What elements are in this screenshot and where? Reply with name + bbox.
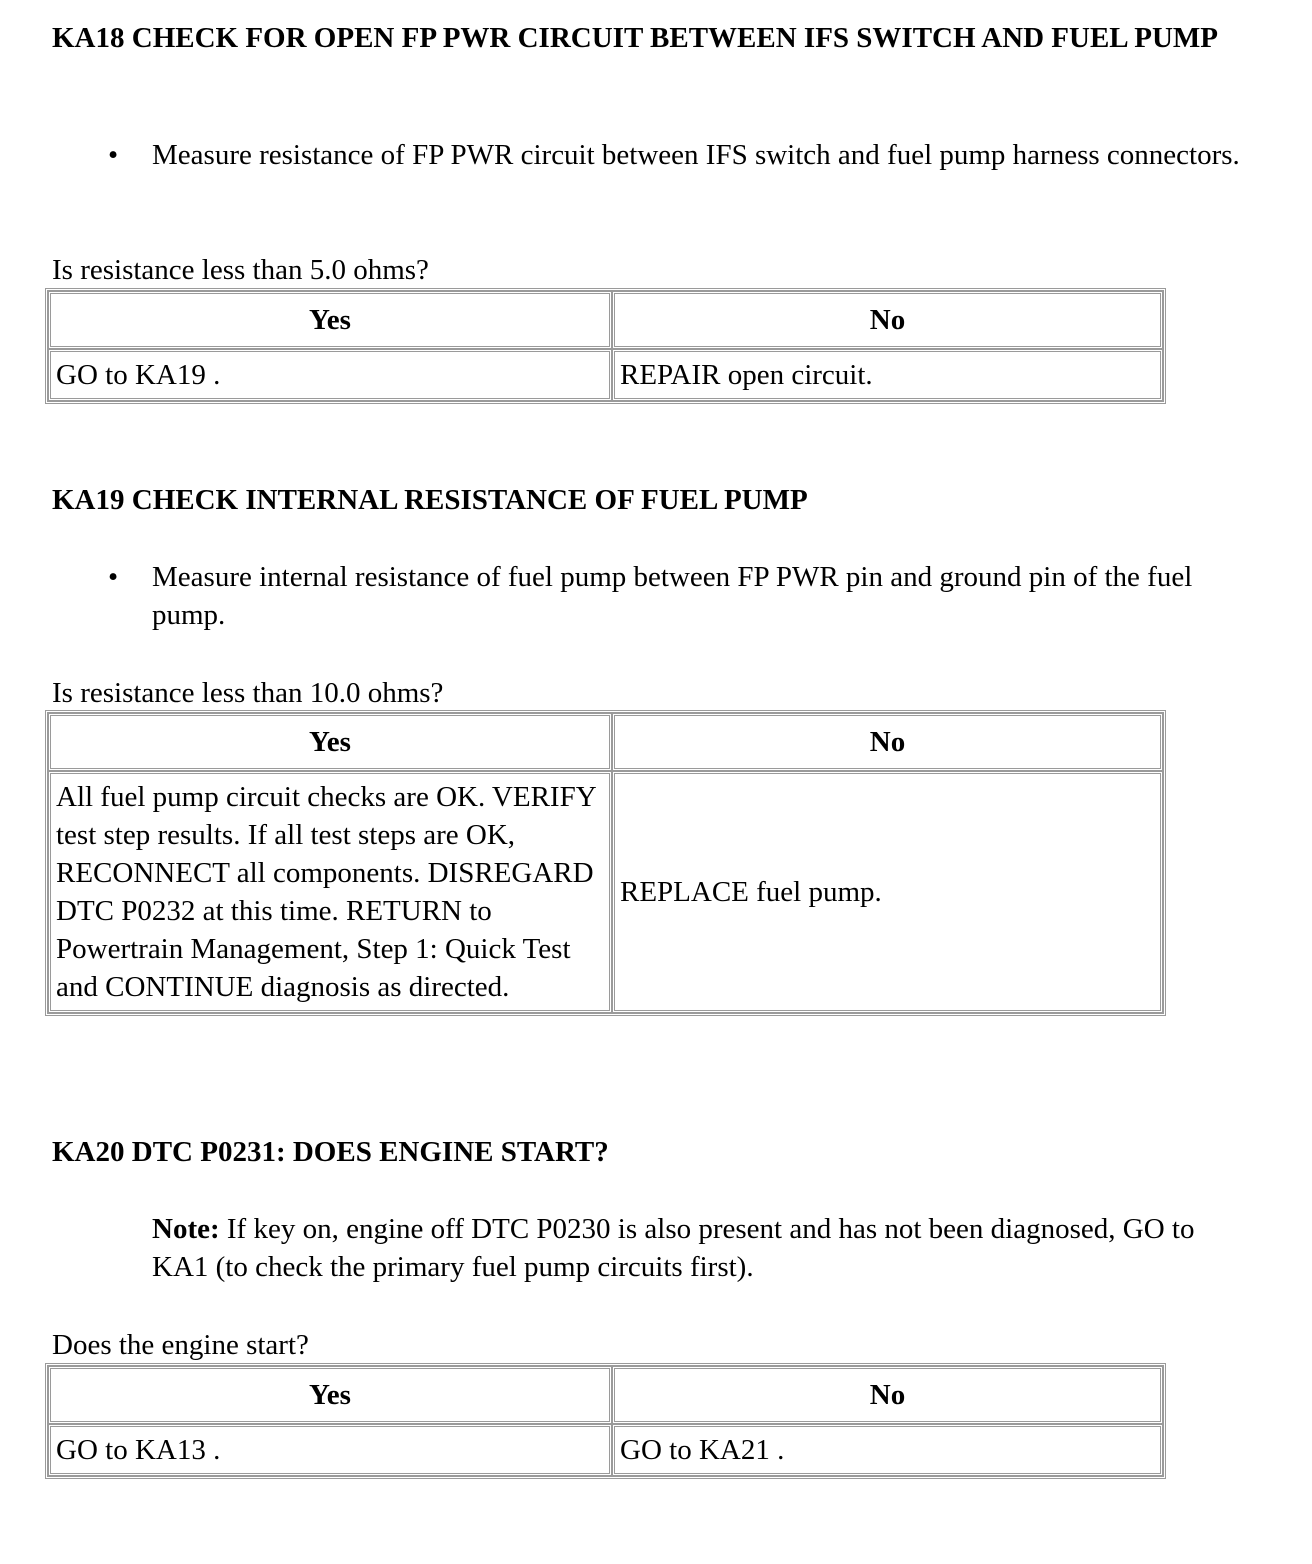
header-yes: Yes bbox=[48, 291, 612, 349]
question: Is resistance less than 10.0 ohms? bbox=[52, 677, 444, 709]
header-yes: Yes bbox=[48, 1366, 612, 1424]
note-text: If key on, engine off DTC P0230 is also present and has not been diagnosed, GO to KA1 (to check the primary fuel pump circuits first). bbox=[152, 1213, 1195, 1283]
header-yes: Yes bbox=[48, 713, 612, 771]
bullet-icon: • bbox=[108, 561, 119, 593]
question: Does the engine start? bbox=[52, 1329, 309, 1361]
bullet-list bbox=[0, 558, 1260, 634]
cell-yes: GO to KA19 . bbox=[48, 349, 612, 401]
note bbox=[152, 1210, 1252, 1286]
header-no: No bbox=[612, 291, 1163, 349]
cell-yes: GO to KA13 . bbox=[48, 1424, 612, 1476]
cell-no: REPAIR open circuit. bbox=[612, 349, 1163, 401]
bullet-text: Measure resistance of FP PWR circuit between IFS switch and fuel pump harness connectors. bbox=[152, 139, 1240, 171]
step-heading: KA18 CHECK FOR OPEN FP PWR CIRCUIT BETWEEN IFS SWITCH AND FUEL PUMP bbox=[52, 22, 1219, 54]
cell-yes: All fuel pump circuit checks are OK. VERIFY test step results. If all test steps are OK, RECONNECT all components. DISREGARD DTC P0232 at this time. RETURN to Powertrain Management, Step 1: Quick Test and CONTINUE diagnosis as directed. bbox=[48, 771, 612, 1013]
bullet-list bbox=[0, 136, 1260, 174]
list-item bbox=[0, 136, 1260, 174]
answer-table bbox=[45, 1363, 1166, 1479]
question: Is resistance less than 5.0 ohms? bbox=[52, 254, 429, 286]
step-heading: KA19 CHECK INTERNAL RESISTANCE OF FUEL PUMP bbox=[52, 484, 808, 516]
list-item bbox=[0, 558, 1260, 634]
bullet-text: Measure internal resistance of fuel pump between FP PWR pin and ground pin of the fuel pump. bbox=[152, 561, 1193, 631]
cell-no: GO to KA21 . bbox=[612, 1424, 1163, 1476]
header-no: No bbox=[612, 713, 1163, 771]
cell-no: REPLACE fuel pump. bbox=[612, 771, 1163, 1013]
note-label: Note: bbox=[152, 1213, 220, 1245]
bullet-icon: • bbox=[108, 139, 119, 171]
step-heading: KA20 DTC P0231: DOES ENGINE START? bbox=[52, 1136, 609, 1168]
answer-table bbox=[45, 288, 1166, 404]
header-no: No bbox=[612, 1366, 1163, 1424]
answer-table bbox=[45, 710, 1166, 1016]
